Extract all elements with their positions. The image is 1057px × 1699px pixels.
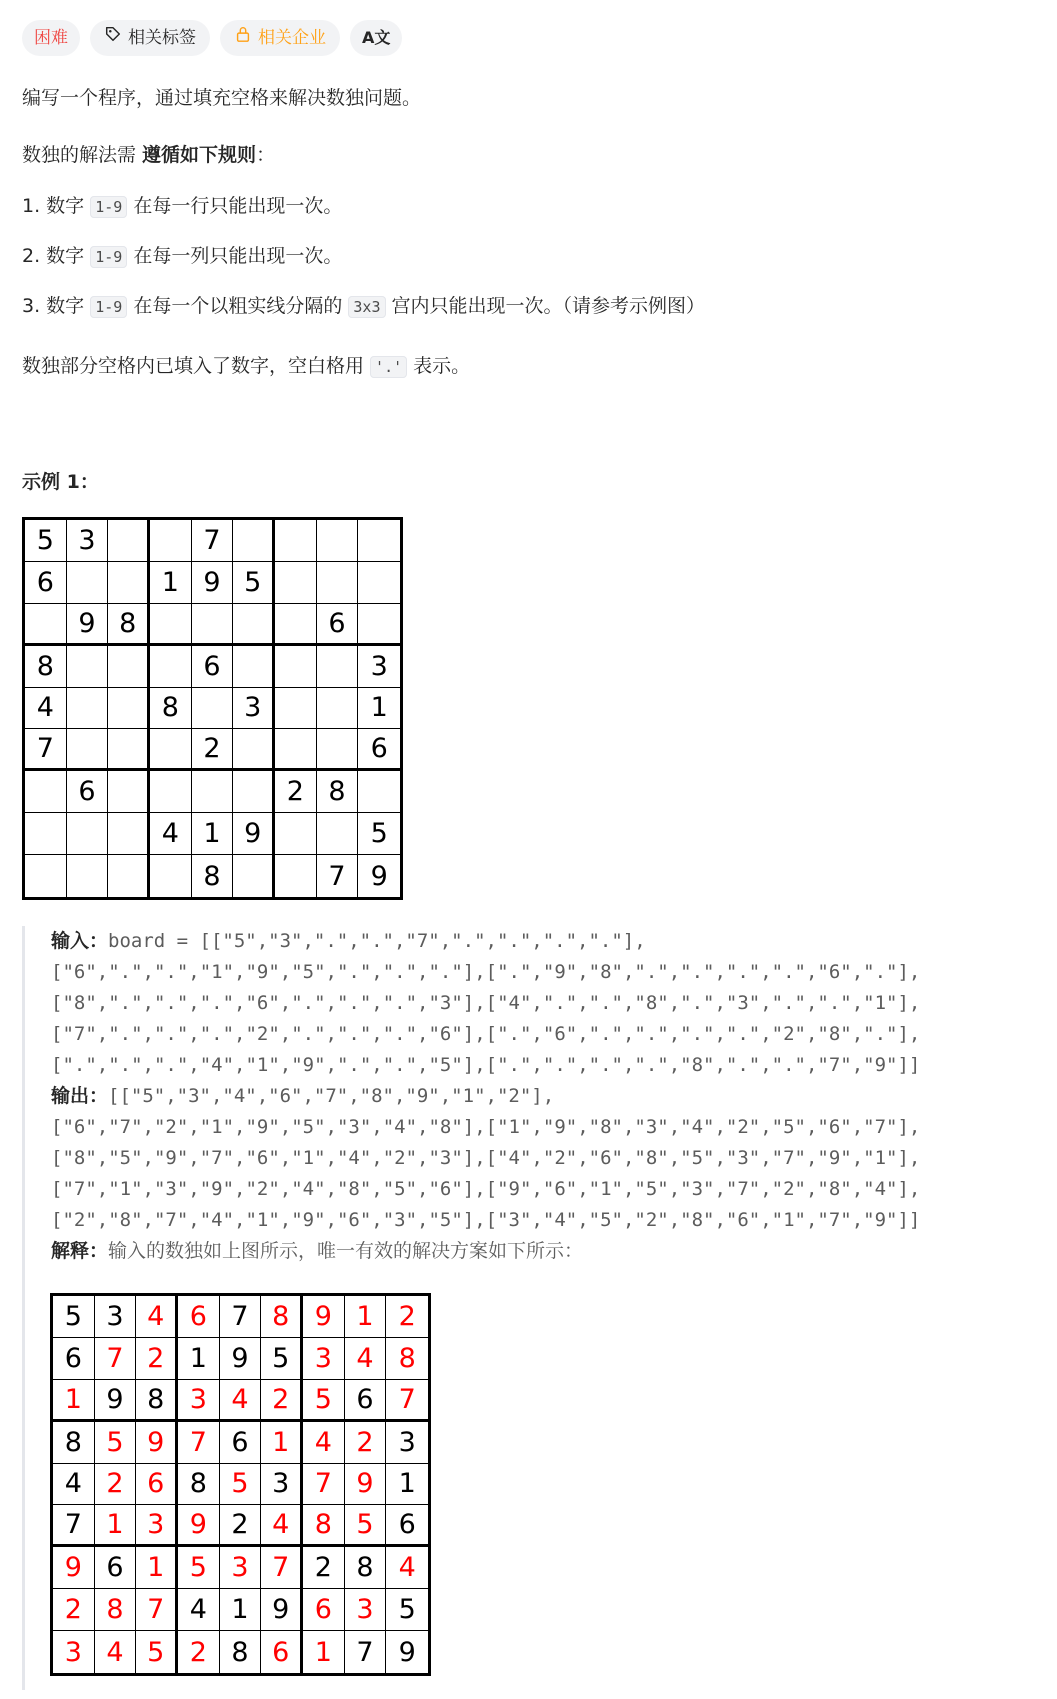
sudoku-cell: 9: [261, 1589, 303, 1631]
sudoku-cell: 1: [303, 1631, 345, 1673]
sudoku-cell: 6: [25, 562, 67, 604]
sudoku-cell: 8: [108, 604, 150, 646]
rule-3-mid: 在每一个以粗实线分隔的: [127, 295, 349, 317]
sudoku-cell: 8: [345, 1547, 387, 1589]
sudoku-cell: 8: [136, 1380, 178, 1422]
sudoku-cell: [192, 604, 234, 646]
sudoku-cell: 2: [261, 1380, 303, 1422]
input-line-4: ["7",".",".",".","2",".",".",".","6"],[".","6",".",".",".",".","2","8","."],: [51, 1023, 921, 1045]
sudoku-cell: [275, 562, 317, 604]
sudoku-cell: 6: [67, 771, 109, 813]
rule-3-code-box: 3x3: [348, 296, 385, 318]
sudoku-cell: 3: [67, 520, 109, 562]
sudoku-cell: 1: [150, 562, 192, 604]
sudoku-cell: 8: [95, 1589, 137, 1631]
rule-2-code: 1-9: [90, 246, 127, 268]
sudoku-cell: 6: [358, 729, 400, 771]
rule-1-prefix: 1. 数字: [22, 195, 91, 217]
sudoku-cell: [317, 729, 359, 771]
sudoku-cell: 6: [317, 604, 359, 646]
sudoku-cell: [108, 813, 150, 855]
sudoku-cell: [275, 646, 317, 688]
rule-2: [22, 242, 342, 271]
sudoku-cell: 5: [178, 1547, 220, 1589]
sudoku-cell: [150, 855, 192, 897]
sudoku-cell: 5: [233, 562, 275, 604]
output-line-4: ["7","1","3","9","2","4","8","5","6"],["9","6","1","5","3","7","2","8","4"],: [51, 1178, 921, 1200]
sudoku-cell: [25, 771, 67, 813]
sudoku-cell: [108, 855, 150, 897]
intro-text: 编写一个程序，通过填充空格来解决数独问题。: [22, 87, 422, 109]
sudoku-cell: 4: [95, 1631, 137, 1673]
rule-3-suffix: 宫内只能出现一次。（请参考示例图）: [385, 295, 706, 317]
sudoku-cell: 3: [53, 1631, 95, 1673]
sudoku-cell: [108, 771, 150, 813]
sudoku-puzzle-image: [22, 517, 403, 900]
related-tags-label: 相关标签: [128, 28, 196, 48]
sudoku-cell: [192, 688, 234, 730]
sudoku-cell: 7: [261, 1547, 303, 1589]
sudoku-cell: [233, 855, 275, 897]
sudoku-cell: [67, 855, 109, 897]
sudoku-cell: 1: [345, 1296, 387, 1338]
sudoku-cell: 6: [192, 646, 234, 688]
sudoku-cell: 2: [53, 1589, 95, 1631]
sudoku-cell: 6: [95, 1547, 137, 1589]
sudoku-cell: [25, 604, 67, 646]
sudoku-cell: 7: [95, 1338, 137, 1380]
sudoku-cell: [358, 771, 400, 813]
sudoku-cell: 4: [261, 1505, 303, 1547]
sudoku-cell: 6: [386, 1505, 428, 1547]
input-line-1: board = [["5","3",".",".","7",".",".",".","."],: [108, 930, 646, 952]
output-line-1: [["5","3","4","6","7","8","9","1","2"],: [108, 1085, 555, 1107]
blank-note-suffix: 表示。: [407, 355, 471, 377]
sudoku-cell: 7: [25, 729, 67, 771]
sudoku-cell: [67, 688, 109, 730]
sudoku-cell: [358, 604, 400, 646]
sudoku-cell: [108, 646, 150, 688]
sudoku-cell: 5: [261, 1338, 303, 1380]
sudoku-cell: 6: [303, 1589, 345, 1631]
explanation-text: 输入的数独如上图所示，唯一有效的解决方案如下所示：: [108, 1240, 584, 1262]
sudoku-cell: 4: [345, 1338, 387, 1380]
sudoku-cell: [67, 729, 109, 771]
sudoku-cell: 5: [386, 1589, 428, 1631]
rules-bold: 遵循如下规则: [142, 144, 257, 166]
sudoku-cell: [67, 646, 109, 688]
blank-note-code: '.': [370, 356, 407, 378]
sudoku-cell: 1: [261, 1422, 303, 1464]
sudoku-cell: 9: [370, 860, 388, 892]
sudoku-cell: [233, 520, 275, 562]
sudoku-cell: 4: [136, 1296, 178, 1338]
translate-button[interactable]: [350, 20, 402, 56]
rule-3-prefix: 3. 数字: [22, 295, 91, 317]
sudoku-cell: 6: [53, 1338, 95, 1380]
sudoku-cell: 5: [95, 1422, 137, 1464]
blank-cell-note: [22, 352, 470, 381]
rule-3: [22, 292, 705, 321]
sudoku-cell: 1: [95, 1505, 137, 1547]
sudoku-cell: 4: [386, 1547, 428, 1589]
sudoku-cell: 8: [150, 688, 192, 730]
lock-icon: [234, 20, 252, 56]
sudoku-cell: 9: [398, 1636, 416, 1668]
input-label: 输入：: [51, 930, 109, 952]
sudoku-cell: 7: [386, 1380, 428, 1422]
sudoku-cell: [317, 688, 359, 730]
sudoku-cell: 5: [345, 1505, 387, 1547]
sudoku-cell: 1: [220, 1589, 262, 1631]
sudoku-cell: 5: [53, 1296, 95, 1338]
rule-2-suffix: 在每一列只能出现一次。: [127, 245, 343, 267]
sudoku-cell: [317, 813, 359, 855]
sudoku-cell: 9: [136, 1422, 178, 1464]
sudoku-cell: 2: [303, 1547, 345, 1589]
sudoku-cell: 8: [192, 855, 234, 897]
input-line-3: ["8",".",".",".","6",".",".",".","3"],["4",".",".","8",".","3",".",".","1"],: [51, 992, 921, 1014]
input-line-5: [".",".",".","4","1","9",".",".","5"],[".",".",".",".","8",".",".","7","9"]]: [51, 1054, 921, 1076]
example-explanation: [51, 1236, 583, 1267]
sudoku-cell: 4: [178, 1589, 220, 1631]
sudoku-cell: 1: [192, 813, 234, 855]
sudoku-cell: 4: [25, 688, 67, 730]
sudoku-cell: [150, 771, 192, 813]
output-label: 输出：: [51, 1085, 109, 1107]
sudoku-cell: [275, 729, 317, 771]
sudoku-cell: [108, 520, 150, 562]
sudoku-cell: 3: [345, 1589, 387, 1631]
sudoku-cell: [67, 813, 109, 855]
sudoku-cell: [67, 562, 109, 604]
sudoku-cell: 3: [220, 1547, 262, 1589]
sudoku-cell: 7: [303, 1464, 345, 1506]
sudoku-cell: [317, 520, 359, 562]
sudoku-cell: [108, 562, 150, 604]
translate-icon: A文: [362, 28, 391, 47]
sudoku-cell: 3: [358, 646, 400, 688]
sudoku-cell: 2: [220, 1505, 262, 1547]
sudoku-cell: 5: [358, 813, 400, 855]
output-line-5: ["2","8","7","4","1","9","6","3","5"],["3","4","5","2","8","6","1","7","9"]]: [51, 1209, 921, 1231]
sudoku-cell: 9: [53, 1547, 95, 1589]
difficulty-badge: 困难: [22, 20, 80, 56]
sudoku-cell: 6: [178, 1296, 220, 1338]
sudoku-cell: [275, 813, 317, 855]
related-tags-button[interactable]: [90, 20, 210, 56]
sudoku-cell: 5: [25, 520, 67, 562]
sudoku-cell: 6: [261, 1631, 303, 1673]
output-line-2: ["6","7","2","1","9","5","3","4","8"],["1","9","8","3","4","2","5","6","7"],: [51, 1116, 921, 1138]
sudoku-cell: 2: [275, 771, 317, 813]
sudoku-cell: 9: [220, 1338, 262, 1380]
sudoku-cell: 4: [53, 1464, 95, 1506]
sudoku-cell: 3: [303, 1338, 345, 1380]
output-line-3: ["8","5","9","7","6","1","4","2","3"],["4","2","6","8","5","3","7","9","1"],: [51, 1147, 921, 1169]
sudoku-cell: 8: [261, 1296, 303, 1338]
rule-1-suffix: 在每一行只能出现一次。: [127, 195, 343, 217]
sudoku-cell: 9: [233, 813, 275, 855]
sudoku-cell: 7: [345, 1631, 387, 1673]
sudoku-cell: 1: [358, 688, 400, 730]
sudoku-cell: 5: [136, 1631, 178, 1673]
sudoku-cell: 9: [178, 1505, 220, 1547]
sudoku-cell: 9: [303, 1296, 345, 1338]
sudoku-cell: [317, 646, 359, 688]
sudoku-cell: [275, 688, 317, 730]
sudoku-cell: [150, 520, 192, 562]
input-line-2: ["6",".",".","1","9","5",".",".","."],[".","9","8",".",".",".",".","6","."],: [51, 961, 921, 983]
sudoku-cell: 1: [386, 1464, 428, 1506]
sudoku-cell: 4: [150, 813, 192, 855]
sudoku-cell: 1: [178, 1338, 220, 1380]
sudoku-cell: [108, 688, 150, 730]
blank-note-prefix: 数独部分空格内已填入了数字，空白格用: [22, 355, 371, 377]
rule-1-code: 1-9: [90, 196, 127, 218]
sudoku-cell: 4: [220, 1380, 262, 1422]
sudoku-cell: 5: [303, 1380, 345, 1422]
sudoku-cell: 2: [95, 1464, 137, 1506]
sudoku-cell: 2: [345, 1422, 387, 1464]
tag-icon: [104, 20, 122, 56]
example-output-line-1: [51, 1081, 554, 1112]
sudoku-cell: 9: [345, 1464, 387, 1506]
sudoku-cell: 8: [25, 646, 67, 688]
sudoku-cell: [358, 562, 400, 604]
sudoku-cell: 8: [178, 1464, 220, 1506]
rule-2-prefix: 2. 数字: [22, 245, 91, 267]
sudoku-cell: [275, 855, 317, 897]
sudoku-cell: 2: [386, 1296, 428, 1338]
sudoku-cell: [275, 520, 317, 562]
sudoku-cell: 4: [303, 1422, 345, 1464]
rules-suffix: ：: [256, 144, 276, 166]
sudoku-cell: 8: [386, 1338, 428, 1380]
sudoku-cell: 5: [220, 1464, 262, 1506]
sudoku-cell: 8: [317, 771, 359, 813]
sudoku-cell: [233, 771, 275, 813]
sudoku-solution-image: [50, 1293, 431, 1676]
sudoku-cell: [25, 813, 67, 855]
sudoku-cell: 3: [261, 1464, 303, 1506]
sudoku-cell: [192, 771, 234, 813]
sudoku-cell: [317, 562, 359, 604]
sudoku-cell: 3: [178, 1380, 220, 1422]
rules-heading: [22, 141, 275, 169]
sudoku-cell: [150, 604, 192, 646]
sudoku-cell: 6: [136, 1464, 178, 1506]
sudoku-cell: [233, 604, 275, 646]
example-input-line-1: [51, 926, 646, 957]
sudoku-cell: 1: [136, 1547, 178, 1589]
sudoku-cell: 2: [136, 1338, 178, 1380]
related-companies-label: 相关企业: [258, 28, 326, 48]
sudoku-cell: [358, 520, 400, 562]
sudoku-cell: 7: [53, 1505, 95, 1547]
sudoku-cell: 7: [220, 1296, 262, 1338]
sudoku-cell: 3: [95, 1296, 137, 1338]
sudoku-cell: 2: [192, 729, 234, 771]
sudoku-cell: 7: [192, 520, 234, 562]
sudoku-cell: [108, 729, 150, 771]
sudoku-cell: 3: [233, 688, 275, 730]
explanation-label: 解释：: [51, 1240, 109, 1262]
sudoku-cell: 6: [220, 1422, 262, 1464]
rules-prefix: 数独的解法需: [22, 144, 143, 166]
sudoku-cell: [150, 646, 192, 688]
sudoku-cell: 2: [178, 1631, 220, 1673]
rule-3-code: 1-9: [90, 296, 127, 318]
sudoku-cell: 6: [345, 1380, 387, 1422]
related-companies-button[interactable]: [220, 20, 340, 56]
sudoku-cell: 7: [136, 1589, 178, 1631]
sudoku-cell: [233, 646, 275, 688]
sudoku-cell: 3: [136, 1505, 178, 1547]
sudoku-cell: [275, 604, 317, 646]
sudoku-cell: 7: [178, 1422, 220, 1464]
sudoku-cell: 1: [53, 1380, 95, 1422]
sudoku-cell: [25, 855, 67, 897]
sudoku-cell: 7: [317, 855, 359, 897]
sudoku-cell: 9: [67, 604, 109, 646]
rule-1: [22, 192, 342, 221]
sudoku-cell: 9: [192, 562, 234, 604]
sudoku-cell: 3: [386, 1422, 428, 1464]
example-title: 示例 1：: [22, 471, 99, 493]
sudoku-cell: [233, 729, 275, 771]
sudoku-cell: 8: [220, 1631, 262, 1673]
sudoku-cell: [150, 729, 192, 771]
sudoku-cell: 9: [95, 1380, 137, 1422]
sudoku-cell: 8: [53, 1422, 95, 1464]
sudoku-cell: 8: [303, 1505, 345, 1547]
tag-row: [22, 20, 402, 56]
